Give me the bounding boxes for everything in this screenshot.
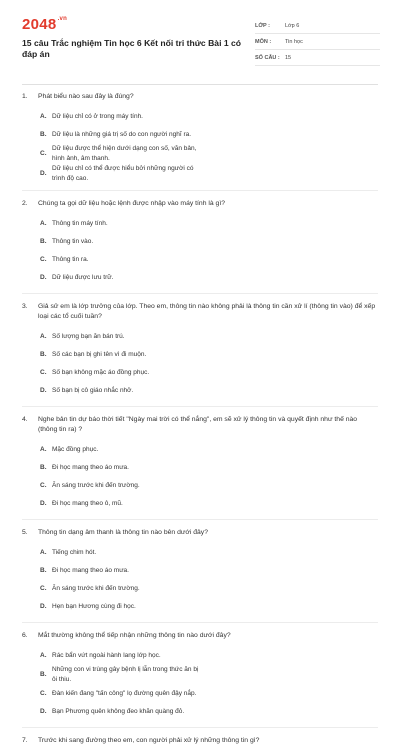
answer-option[interactable]	[40, 108, 210, 126]
option-text: Tiếng chim hót.	[52, 549, 97, 556]
document-title: 15 câu Trắc nghiệm Tin học 6 Kết nối tri thức Bài 1 có đáp án	[22, 38, 242, 59]
option-text: Đi học mang theo áo mưa.	[52, 464, 129, 471]
question-item	[22, 631, 378, 721]
option-text: Dữ liệu được lưu trữ.	[52, 274, 114, 281]
question-text: Nghe bản tin dự báo thời tiết "Ngày mai trời có thể nắng", em sẽ xử lý thông tin và quyết định như thế nào (thông tin ra) ?	[38, 416, 358, 433]
option-text: Đàn kiến đang "tấn công" lọ đường quên đậy nắp.	[52, 690, 197, 697]
option-text: Ăn sáng trước khi đến trường.	[52, 585, 140, 592]
answer-options	[22, 215, 378, 287]
option-letter: A.	[40, 220, 47, 227]
option-letter: C.	[40, 482, 47, 489]
meta-row-subject	[255, 34, 380, 50]
answer-option[interactable]	[40, 544, 210, 562]
option-text: Số bạn không mặc áo đồng phục.	[52, 369, 150, 376]
question-divider	[22, 622, 378, 623]
question-text: Phát biểu nào sau đây là đúng?	[38, 93, 134, 100]
meta-value: Lớp 6	[285, 22, 300, 29]
option-text: Những con vi trùng gây bệnh lị lẫn trong thức ăn bị ôi thiu.	[52, 666, 199, 683]
option-text: Đi học mang theo ô, mũ.	[52, 500, 123, 507]
worksheet-header	[22, 14, 378, 72]
question-number: 3.	[22, 303, 28, 310]
question-number: 1.	[22, 93, 28, 100]
option-letter: A.	[40, 113, 47, 120]
logo-text: 2048	[22, 16, 57, 33]
option-letter: D.	[40, 708, 47, 715]
option-letter: B.	[40, 238, 47, 245]
option-text: Rác bẩn vứt ngoài hành lang lớp học.	[52, 652, 161, 659]
answer-options	[22, 441, 378, 513]
option-letter: B.	[40, 131, 47, 138]
answer-option[interactable]	[40, 364, 210, 382]
meta-row-count	[255, 50, 380, 66]
question-number: 5.	[22, 529, 28, 536]
option-letter: C.	[40, 256, 47, 263]
site-logo[interactable]	[22, 16, 67, 33]
option-letter: A.	[40, 652, 47, 659]
answer-option[interactable]	[40, 703, 210, 721]
question-item	[22, 528, 378, 616]
question-divider	[22, 727, 378, 728]
option-letter: C.	[40, 690, 47, 697]
meta-value: 15	[285, 54, 292, 61]
question-number: 4.	[22, 416, 28, 423]
option-text: Dữ liệu được thể hiện dưới dạng con số, văn bản, hình ảnh, âm thanh.	[52, 145, 197, 162]
meta-table	[255, 18, 380, 66]
answer-option[interactable]	[40, 269, 210, 287]
option-letter: A.	[40, 549, 47, 556]
option-text: Dữ liệu chỉ có thể được hiểu bởi những người có trình độ cao.	[52, 165, 194, 182]
answer-options	[22, 108, 378, 184]
meta-value: Tin học	[285, 38, 303, 45]
answer-option[interactable]	[40, 459, 210, 477]
answer-option[interactable]	[40, 580, 210, 598]
question-divider	[22, 293, 378, 294]
option-text: Thông tin vào.	[52, 238, 94, 245]
option-letter: B.	[40, 464, 47, 471]
option-text: Số lượng bạn ăn bán trú.	[52, 333, 125, 340]
option-letter: A.	[40, 446, 47, 453]
answer-option[interactable]	[40, 251, 210, 269]
option-letter: C.	[40, 585, 47, 592]
answer-options	[22, 328, 378, 400]
option-letter: A.	[40, 333, 47, 340]
option-text: Hẹn bạn Hương cùng đi học.	[52, 603, 136, 610]
question-divider	[22, 519, 378, 520]
option-letter: B.	[40, 567, 47, 574]
option-letter: C.	[40, 150, 47, 157]
option-letter: D.	[40, 274, 47, 281]
question-item	[22, 199, 378, 287]
question-divider	[22, 190, 378, 191]
question-item	[22, 302, 378, 400]
option-text: Số bạn bị cô giáo nhắc nhở.	[52, 387, 134, 394]
option-letter: D.	[40, 500, 47, 507]
answer-options	[22, 647, 378, 721]
answer-option[interactable]	[40, 164, 210, 184]
question-divider	[22, 406, 378, 407]
answer-option[interactable]	[40, 598, 210, 616]
option-letter: B.	[40, 671, 47, 678]
option-text: Đi học mang theo áo mưa.	[52, 567, 129, 574]
answer-option[interactable]	[40, 328, 210, 346]
option-letter: B.	[40, 351, 47, 358]
question-item	[22, 92, 378, 184]
question-item	[22, 415, 378, 513]
question-number: 2.	[22, 200, 28, 207]
option-text: Dữ liệu là những giá trị số do con người nghĩ ra.	[52, 131, 192, 138]
answer-option[interactable]	[40, 382, 210, 400]
option-text: Dữ liệu chỉ có ở trong máy tính.	[52, 113, 143, 120]
option-letter: D.	[40, 387, 47, 394]
question-text: Trước khi sang đường theo em, con người phải xử lý những thông tin gì?	[38, 737, 260, 744]
answer-option[interactable]	[40, 665, 210, 685]
option-text: Thông tin ra.	[52, 256, 89, 263]
option-letter: D.	[40, 603, 47, 610]
meta-row-class	[255, 18, 380, 34]
meta-key: SỐ CÂU :	[255, 54, 280, 61]
option-letter: C.	[40, 369, 47, 376]
answer-option[interactable]	[40, 144, 210, 164]
answer-options	[22, 544, 378, 616]
logo-suffix: .vn	[57, 16, 68, 22]
question-number: 6.	[22, 632, 28, 639]
answer-option[interactable]	[40, 215, 210, 233]
option-text: Bạn Phương quên không đeo khăn quàng đỏ.	[52, 708, 185, 715]
question-number: 7.	[22, 737, 28, 744]
question-text: Mắt thường không thể tiếp nhận những thông tin nào dưới đây?	[38, 632, 231, 639]
answer-option[interactable]	[40, 346, 210, 364]
question-text: Giả sử em là lớp trưởng của lớp. Theo em, thông tin nào không phải là thông tin cần xử lí (thông tin vào) để xếp loại các tổ cuối tuần?	[38, 303, 376, 320]
option-text: Thông tin máy tính.	[52, 220, 108, 227]
answer-option[interactable]	[40, 126, 210, 144]
meta-key: LỚP :	[255, 22, 270, 29]
option-text: Ăn sáng trước khi đến trường.	[52, 482, 140, 489]
answer-option[interactable]	[40, 477, 210, 495]
answer-option[interactable]	[40, 562, 210, 580]
answer-option[interactable]	[40, 685, 210, 703]
answer-option[interactable]	[40, 441, 210, 459]
answer-option[interactable]	[40, 495, 210, 513]
question-text: Thông tin dạng âm thanh là thông tin nào bên dưới đây?	[38, 529, 208, 536]
answer-option[interactable]	[40, 647, 210, 665]
meta-key: MÔN :	[255, 38, 272, 45]
answer-option[interactable]	[40, 233, 210, 251]
option-letter: D.	[40, 170, 47, 177]
option-text: Mặc đồng phục.	[52, 446, 99, 453]
question-item	[22, 736, 378, 746]
question-list	[22, 85, 378, 746]
question-text: Chúng ta gọi dữ liệu hoặc lệnh được nhập vào máy tính là gì?	[38, 200, 225, 207]
option-text: Số các bạn bị ghi tên vì đi muộn.	[52, 351, 147, 358]
